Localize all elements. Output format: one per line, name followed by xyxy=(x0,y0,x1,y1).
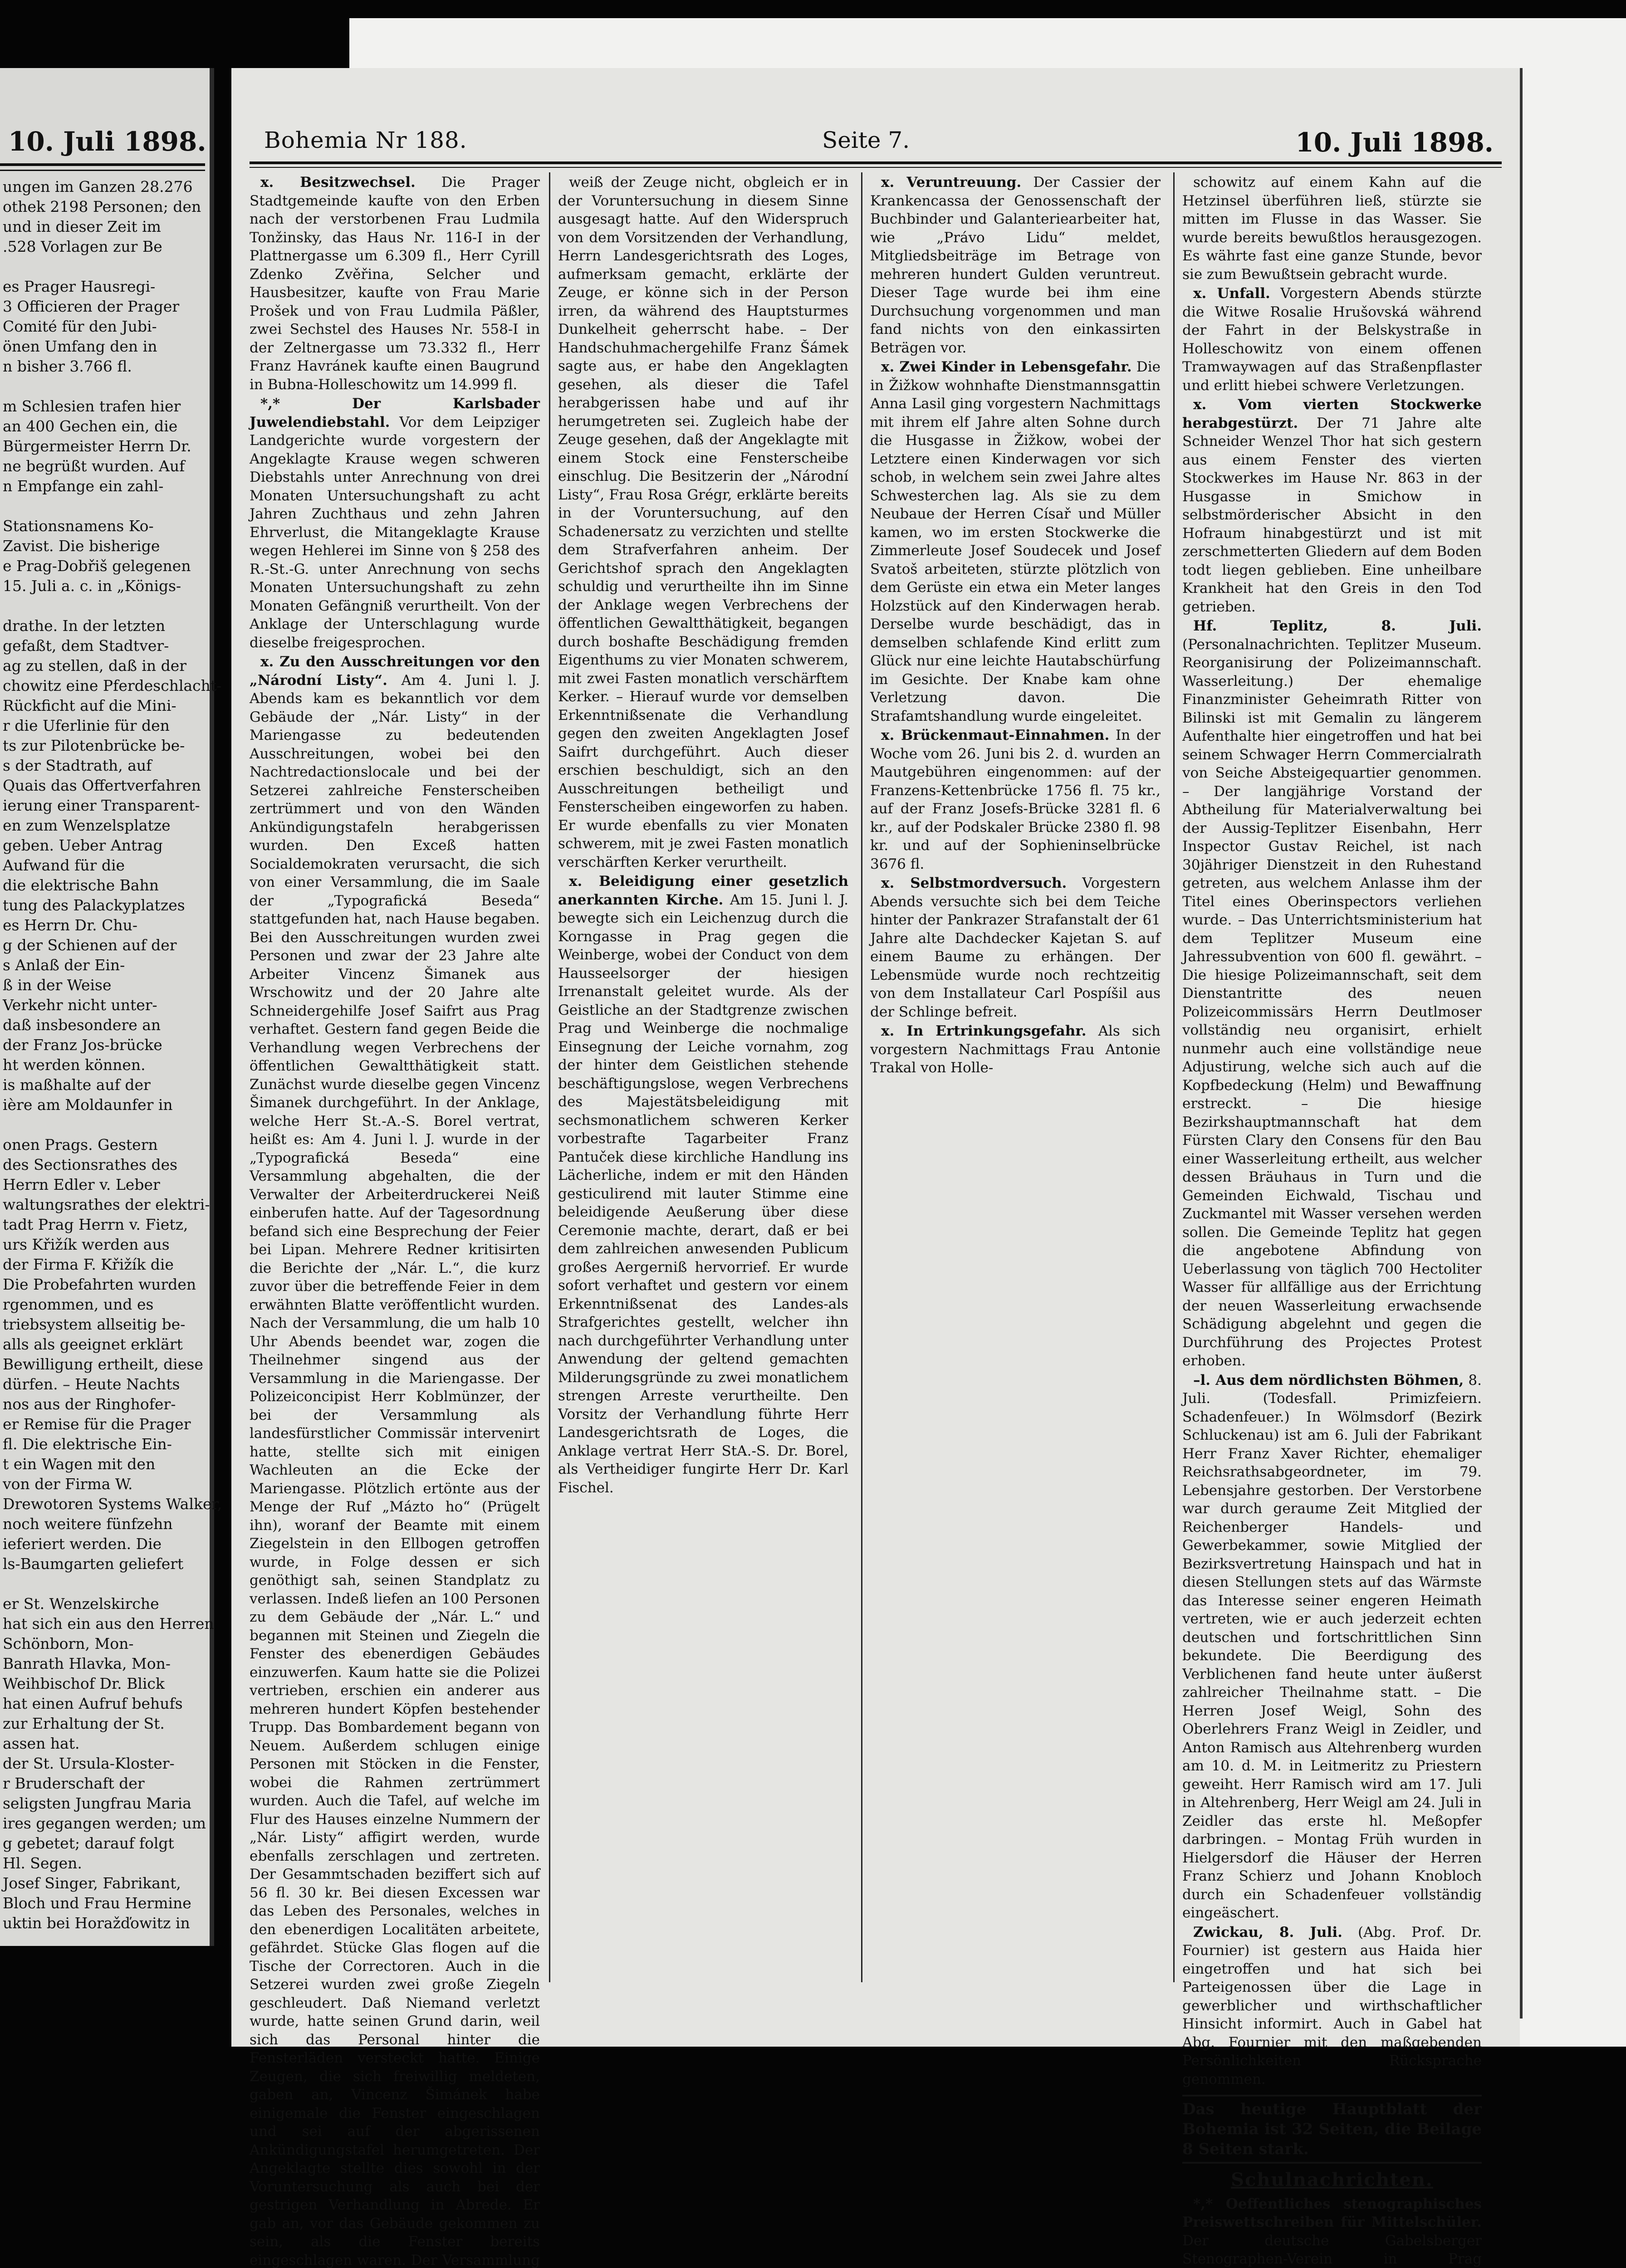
text-line: n bisher 3.766 fl. xyxy=(3,357,202,376)
text-line: tadt Prag Herrn v. Fietz, xyxy=(3,1215,202,1235)
text-line: hat sich ein aus den Herren xyxy=(3,1614,202,1634)
text-line xyxy=(3,376,202,396)
text-line: nos aus der Ringhofer- xyxy=(3,1394,202,1414)
article-paragraph xyxy=(870,726,1161,873)
text-line: onen Prags. Gestern xyxy=(3,1135,202,1155)
text-line: gefaßt, dem Stadtver- xyxy=(3,636,202,656)
text-line: ß in der Weise xyxy=(3,975,202,995)
text-line: ls-Baumgarten geliefert xyxy=(3,1554,202,1574)
text-line: Stationsnamens Ko- xyxy=(3,516,202,536)
text-line: Zavist. Die bisherige xyxy=(3,536,202,556)
previous-page xyxy=(0,68,214,1946)
article-headline: *,* Der Karlsbader Juwelendiebstahl. xyxy=(250,396,540,430)
article-paragraph xyxy=(1182,1371,1482,1922)
text-line: Comité für den Jubi- xyxy=(3,317,202,337)
article-headline: x. Zu den Ausschreitungen vor den „Národní Listy“. xyxy=(250,654,540,689)
article-paragraph xyxy=(870,173,1161,357)
article-paragraph xyxy=(1182,396,1482,616)
page-date: 10. Juli 1898. xyxy=(1295,127,1494,158)
page-number: Seite 7. xyxy=(822,127,910,153)
article-paragraph xyxy=(1182,173,1482,284)
article-text: Der 71 Jahre alte Schneider Wenzel Thor hat sich gestern aus einem Fenster des vierten Stockwerkes im Hause Nr. 863 in der Husgasse in Smichow in selbstmörderischer Absicht in den Hofraum hinabgestürzt und ist mit zerschmetterten Gliedern auf dem Boden todt liegen geblieben. Eine unheilbare Krankheit hat den Greis in den Tod getrieben. xyxy=(1182,415,1482,615)
text-line: Rückficht auf die Mini- xyxy=(3,696,202,716)
text-line: es Herrn Dr. Chu- xyxy=(3,915,202,935)
article-paragraph xyxy=(250,653,540,2268)
text-line: urs Křižík werden aus xyxy=(3,1235,202,1255)
text-line: Herrn Edler v. Leber xyxy=(3,1175,202,1195)
text-line: der St. Ursula-Kloster- xyxy=(3,1754,202,1774)
text-line: er St. Wenzelskirche xyxy=(3,1594,202,1614)
text-line: assen hat. xyxy=(3,1734,202,1754)
article-paragraph xyxy=(1182,2195,1482,2268)
article-text: weiß der Zeuge nicht, obgleich er in der Voruntersuchung in diesem Sinne ausgesagt hatte. Auf den Widerspruch von dem Vorsitzenden der Verhandlung, Herrn Landesgerichtsrath des Loges, aufmerksam gemacht, erklärte der Zeuge, er könne sich in der Person irren, da während des Hauptsturmes Dunkelheit geherrscht habe. – Der Handschuhmachergehilfe Franz Šámek sagte aus, er habe den Angeklagten gesehen, als dieser die Tafel herabgerissen habe und auf ihr herumgetreten sei. Zugleich habe der Zeuge gesehen, daß der Angeklagte mit einem Stock eine Fensterscheibe einschlug. Die Besitzerin der „Národní Listy“, Frau Rosa Grégr, erklärte bereits in der Voruntersuchung, auf den Schadenersatz zu verzichten und stellte dem Strafverfahren anheim. Der Gerichtshof sprach den Angeklagten schuldig und verurtheilte ihn im Sinne der Anklage wegen Verbrechens der öffentlichen Gewaltthätigkeit, begangen durch boshafte Beschädigung fremden Eigenthums zu vier Monaten schwerem, mit zwei Fasten monatlich verschärftem Kerker. – Hierauf wurde vor demselben Erkenntnißsenate die Verhandlung gegen den zweiten Angeklagten Josef Saifrt durchgeführt. Auch dieser erschien beschuldigt, sich an den Ausschreitungen betheiligt und Fensterscheiben eingeworfen zu haben. Er wurde ebenfalls zu vier Monaten schwerem, mit je zwei Fasten monatlich verschärften Kerker verurtheilt. xyxy=(558,174,848,870)
text-line: Schönborn, Mon- xyxy=(3,1634,202,1654)
article-text: (Abg. Prof. Dr. Fournier) ist gestern aus Haida hier eingetroffen und hat sich bei Parteigenossen über die Lage in gewerblicher und wirthschaftlicher Hinsicht informirt. Auch in Gabel hat Abg. Fournier mit den maßgebenden Persönlichkeiten Rücksprache genommen. xyxy=(1182,1924,1482,2087)
text-line: en zum Wenzelsplatze xyxy=(3,816,202,836)
text-line: Die Probefahrten wurden xyxy=(3,1275,202,1295)
article-headline: x. Beleidigung einer gesetzlich anerkannten Kirche. xyxy=(558,873,848,908)
text-line: Banrath Hlavka, Mon- xyxy=(3,1654,202,1674)
article-headline: x. In Ertrinkungsgefahr. xyxy=(881,1023,1087,1039)
text-line: othek 2198 Personen; den xyxy=(3,197,202,217)
article-headline: –l. Aus dem nördlichsten Böhmen, xyxy=(1193,1372,1464,1388)
text-line: drathe. In der letzten xyxy=(3,616,202,636)
newspaper-page xyxy=(231,68,1520,2047)
text-line: dürfen. – Heute Nachts xyxy=(3,1374,202,1394)
text-line: der Franz Jos-brücke xyxy=(3,1035,202,1055)
header-rule-thin xyxy=(250,167,1502,168)
text-line: des Sectionsrathes des xyxy=(3,1155,202,1175)
text-line: s der Stadtrath, auf xyxy=(3,756,202,776)
text-line: ierung einer Transparent- xyxy=(3,796,202,816)
article-paragraph xyxy=(870,358,1161,725)
article-paragraph xyxy=(1182,284,1482,395)
text-line: hat einen Aufruf behufs xyxy=(3,1694,202,1714)
text-line: alls als geeignet erklärt xyxy=(3,1334,202,1354)
article-text: Am 4. Juni l. J. Abends kam es bekanntlich vor dem Gebäude der „Nár. Listy“ in der Mariengasse zu bedeutenden Ausschreitungen, wobei bei den Nachtredactionslocale und bei der Setzerei zahlreiche Fensterscheiben zertrümmert und von den Wänden Ankündigungstafeln herabgerissen wurden. Den Exceß hatten Socialdemokraten verursacht, die sich von einer Versammlung, die im Saale der „Typografická Beseda“ stattgefunden hat, nach Hause begaben. Bei den Ausschreitungen wurden zwei Personen und zwar der 23 Jahre alte Arbeiter Vincenz Šimanek aus Wrschowitz und der 20 Jahre alte Schneidergehilfe Josef Saifrt aus Prag verhaftet. Gestern fand gegen Beide die Verhandlung wegen Verbrechens der öffentlichen Gewaltthätigkeit statt. Zunächst wurde dieselbe gegen Vincenz Šimanek durchgeführt. In der Anklage, welche Herr St.-A.-S. Borel vertrat, heißt es: Am 4. Juni l. J. wurde in der „Typografická Beseda“ eine Versammlung abgehalten, die der Verwalter der Arbeiterdruckerei Neiß einberufen hatte. Auf der Tagesordnung befand sich eine Besprechung der Feier bei Lipan. Mehrere Redner kritisirten die Berichte der „Nár. L.“, die kurz zuvor über die betreffende Feier in dem erwähnten Blatte veröffentlicht wurden. Nach der Versammlung, die um halb 10 Uhr Abends beendet war, zogen die Theilnehmer singend aus der Versammlung in die Mariengasse. Der Polizeiconcipist Herr Koblmünzer, der bei der Versammlung als landesfürstlicher Commissär intervenirt hatte, stellte sich mit einigen Wachleuten an die Ecke der Mariengasse. Plötzlich ertönte aus der Menge der Ruf „Mázto ho“ (Prügelt ihn), woranf der Beamte mit einem Ziegelstein in den Ellbogen getroffen wurde, in Folge dessen er sich genöthigt sah, seinen Standplatz zu verlassen. Indeß liefen an 100 Personen zu dem Gebäude der „Nár. L.“ und begannen mit Steinen und Ziegeln die Fenster des ebenerdigen Gebäudes einzuwerfen. Kaum hatte sie die Polizei vertrieben, erschien ein anderer aus mehreren hundert Köpfen bestehender Trupp. Das Bombardement begann von Neuem. Außerdem schlugen einige Personen mit Stöcken in die Fenster, wobei die Rahmen zertrümmert wurden. Auch die Tafel, auf welche im Flur des Hauses einzelne Nummern der „Nár. Listy“ affigirt werden, wurde ebenfalls zerschlagen und zertreten. Der Gesammtschaden beziffert sich auf 56 fl. 30 kr. Bei diesen Excessen war das Leben des Personales, welches in den ebenerdigen Localitäten arbeitete, gefährdet. Stücke Glas flogen auf die Tische der Correctoren. Auch in die Setzerei wurden zwei große Ziegeln geschleudert. Daß Niemand verletzt wurde, hatte seinen Grund darin, weil sich das Personal hinter die Fensterläden versteckt hatte. Einige Zeugen, die sich freiwillig meldeten, gaben an, Vincenz Šimánek habe einigemale die Fenster eingeschlagen und sei auf der abgerissenen Ankündigungstafel herumgetreten. Der Angeklagte stellte dies sowohl in der Voruntersuchung als auch bei der gestrigen Verhandlung in Abrede. Er gab an, vor das Gebäude gekommen zu sein, als die Fenster bereits eingeschlagen waren. Der Versammlung xyxy=(250,672,540,2268)
article-text: Die Prager Stadtgemeinde kaufte von den Erben nach der verstorbenen Frau Ludmila Tonžinsky, das Haus Nr. 116-I in der Plattnergasse um 6.309 fl., Herr Cyrill Zdenko Zvěřina, Selcher und Hausbesitzer, kaufte von Frau Marie Prošek und von Frau Ludmila Päßler, zwei Sechstel des Hauses Nr. 558-I in der Zeltnergasse um 73.332 fl., Herr Franz Havránek kaufte einen Baugrund in Bubna-Holleschowitz um 14.999 fl. xyxy=(250,174,540,393)
text-line: önen Umfang den in xyxy=(3,337,202,357)
previous-page-text xyxy=(3,177,202,1914)
text-line: waltungsrathes der elektri- xyxy=(3,1195,202,1215)
text-line: 15. Juli a. c. in „Königs- xyxy=(3,576,202,596)
text-line xyxy=(3,1574,202,1594)
masthead-issue: Bohemia Nr 188. xyxy=(264,127,467,153)
text-line: s Anlaß der Ein- xyxy=(3,955,202,975)
text-line: 3 Officieren der Prager xyxy=(3,297,202,317)
article-column-2 xyxy=(558,173,848,1983)
text-line: Josef Singer, Fabrikant, xyxy=(3,1873,202,1893)
text-line: geben. Ueber Antrag xyxy=(3,836,202,855)
article-headline: Zwickau, 8. Juli. xyxy=(1193,1924,1342,1941)
section-title: Schulnachrichten. xyxy=(1182,2171,1482,2190)
column-divider xyxy=(1173,172,1175,1982)
text-line: ht werden können. xyxy=(3,1055,202,1075)
text-line: ieferiert werden. Die xyxy=(3,1534,202,1554)
article-text: Vorgestern Abends stürzte die Witwe Rosalie Hrušovská während der Fahrt in der Belskystraße in Holleschowitz von einem offenen Tramwaywagen auf das Straßenpflaster und erlitt hiebei schwere Verletzungen. xyxy=(1182,285,1482,394)
page-edge-shadow xyxy=(1520,68,1523,2019)
previous-page-date: 10. Juli 1898. xyxy=(8,126,203,157)
text-line: Bewilligung ertheilt, diese xyxy=(3,1354,202,1374)
text-line: es Prager Hausregi- xyxy=(3,277,202,297)
article-text: Die in Žižkow wohnhafte Dienstmannsgattin Anna Lasil ging vorgestern Nachmittags mit ihrem elf Jahre alten Sohne durch die Husgasse in Žižkow, wobei der Letztere einen Kinderwagen vor sich schob, in welchem sein zwei Jahre altes Schwesterchen lag. Als sie zu dem Neubaue der Herren Císař und Müller kamen, wo im ersten Stockwerke die Zimmerleute Josef Soudecek und Josef Svatoš arbeiteten, stürzte plötzlich von dem Gerüste ein etwa ein Meter langes Holzstück auf den Kinderwagen herab. Derselbe wurde beschädigt, das in demselben schlafende Kind erlitt zum Glück nur eine leichte Hautabschürfung im Gesichte. Der Knabe kam ohne Verletzung davon. Die Strafamtshandlung wurde eingeleitet. xyxy=(870,359,1161,724)
text-line: e Prag-Dobřiš gelegenen xyxy=(3,556,202,576)
text-line: tung des Palackyplatzes xyxy=(3,895,202,915)
text-line: daß insbesondere an xyxy=(3,1015,202,1035)
article-headline: *,* Oeffentliches stenographisches Preiswettschreiben für Mittelschüler. xyxy=(1182,2196,1482,2231)
header-rule xyxy=(0,163,205,166)
text-line: is maßhalte auf der xyxy=(3,1075,202,1095)
article-paragraph xyxy=(1182,617,1482,1370)
text-line: triebsystem allseitig be- xyxy=(3,1315,202,1334)
header-rule-thin xyxy=(0,170,205,171)
article-paragraph xyxy=(250,173,540,394)
text-line: und in dieser Zeit im xyxy=(3,217,202,237)
article-headline: x. Zwei Kinder in Lebensgefahr. xyxy=(881,359,1132,375)
text-line: ungen im Ganzen 28.276 xyxy=(3,177,202,197)
text-line: .528 Vorlagen zur Be xyxy=(3,237,202,257)
article-text: Der deutsche Gabelsberger Stenographen-Verein in Prag xyxy=(1182,2233,1482,2268)
article-paragraph xyxy=(870,1022,1161,1077)
article-headline: Hf. Teplitz, 8. Juli. xyxy=(1193,618,1482,634)
text-line: uktin bei Horažďowitz in xyxy=(3,1913,202,1933)
text-line: er Remise für die Prager xyxy=(3,1414,202,1434)
text-line: t ein Wagen mit den xyxy=(3,1454,202,1474)
article-column-3 xyxy=(870,173,1161,1983)
text-line: von der Firma W. xyxy=(3,1474,202,1494)
article-text: Vor dem Leipziger Landgerichte wurde vorgestern der Angeklagte Krause wegen schweren Diebstahls unter Anrechnung von drei Monaten Untersuchungshaft zu acht Jahren Zuchthaus und zehn Jahren Ehrverlust, die Mitangeklagte Krause wegen Hehlerei im Sinne von § 258 des R.-St.-G. unter Anrechnung von sechs Monaten Untersuchungshaft zu zehn Monaten Gefängniß verurtheilt. Von der Anklage der Unterschlagung wurde dieselbe freigesprochen. xyxy=(250,414,540,651)
text-line: g der Schienen auf der xyxy=(3,935,202,955)
text-line: noch weitere fünfzehn xyxy=(3,1514,202,1534)
text-line xyxy=(3,496,202,516)
text-line: an 400 Gechen ein, die xyxy=(3,416,202,436)
article-headline: x. Selbstmordversuch. xyxy=(881,875,1067,891)
text-line: g gebetet; darauf folgt xyxy=(3,1833,202,1853)
article-paragraph xyxy=(250,395,540,652)
article-headline: x. Veruntreuung. xyxy=(881,174,1021,191)
header-rule xyxy=(250,161,1502,164)
text-line: Hl. Segen. xyxy=(3,1853,202,1873)
supplement-notice: Das heutige Hauptblatt der Bohemia ist 32 Seiten, die Beilage 8 Seiten stark. xyxy=(1182,2095,1482,2164)
article-text: In der Woche vom 26. Juni bis 2. d. wurden an Mautgebühren eingenommen: auf der Franzens-Kettenbrücke 1756 fl. 75 kr., auf der Franz Josefs-Brücke 3281 fl. 6 kr., auf der Podskaler Brücke 2380 fl. 98 kr. und auf der Sophieninselbrücke 3676 fl. xyxy=(870,727,1161,872)
page-header xyxy=(264,122,1494,163)
article-text: Am 15. Juni l. J. bewegte sich ein Leichenzug durch die Korngasse in Prag gegen die Weinberge, wobei der Conduct von dem Hausseelsorger der hiesigen Irrenanstalt geleitet wurde. Als der Geistliche an der Stadtgrenze zwischen Prag und Weinberge die nochmalige Einsegnung der Leiche vornahm, zog der hinter dem Geistlichen stehende beschäftigungslose, wegen Verbrechens des Majestätsbeleidigung mit sechsmonatlichem schweren Kerker vorbestrafte Tagarbeiter Franz Pantuček diese kirchliche Handlung ins Lächerliche, indem er mit den Händen gesticulirend mit lauter Stimme eine beleidigende Aeußerung über diese Ceremonie machte, derart, daß er bei dem zahlreichen anwesenden Publicum großes Aergerniß hervorrief. Er wurde sofort verhaftet und gestern vor einem Erkenntnißsenat des Landes-als Strafgerichtes gestellt, welcher ihn nach durchgeführter Verhandlung unter Anwendung der geltend gemachten Milderungsgründe zu zwei monatlichem strengen Arreste verurtheilte. Den Vorsitz der Verhandlung führte Herr Landesgerichtsrath de Loges, die Anklage vertrat Herr StA.-S. Dr. Borel, als Vertheidiger fungirte Herr Dr. Karl Fischel. xyxy=(558,892,848,1496)
article-paragraph xyxy=(558,173,848,871)
article-paragraph xyxy=(870,874,1161,1021)
text-line: zur Erhaltung der St. xyxy=(3,1714,202,1734)
article-paragraph xyxy=(1182,1923,1482,2089)
article-text: Der Cassier der Krankencassa der Genossenschaft der Buchbinder und Galanteriearbeiter hat, wie „Právo Lidu“ meldet, Mitgliedsbeiträge im Betrage von mehreren hundert Gulden veruntreut. Dieser Tage wurde bei ihm eine Durchsuchung vorgenommen und man fand nichts von den einkassirten Beträgen vor. xyxy=(870,174,1161,356)
article-headline: x. Besitzwechsel. xyxy=(260,174,416,191)
text-line: Quais das Offertverfahren xyxy=(3,776,202,796)
article-column-4 xyxy=(1182,173,1482,1983)
text-line: ag zu stellen, daß in der xyxy=(3,656,202,676)
text-line: seligsten Jungfrau Maria xyxy=(3,1794,202,1813)
text-line: ne begrüßt wurden. Auf xyxy=(3,456,202,476)
text-line: fl. Die elektrische Ein- xyxy=(3,1434,202,1454)
article-text: Als sich vorgestern Nachmittags Frau Antonie Trakal von Holle- xyxy=(870,1023,1161,1076)
text-line: chowitz eine Pferdeschlacht- xyxy=(3,676,202,696)
text-line: Bürgermeister Herrn Dr. xyxy=(3,436,202,456)
text-line: ires gegangen werden; um xyxy=(3,1813,202,1833)
article-paragraph xyxy=(558,872,848,1497)
column-divider xyxy=(861,172,862,1982)
text-line: m Schlesien trafen hier xyxy=(3,396,202,416)
article-headline: x. Vom vierten Stockwerke herabgestürzt. xyxy=(1182,396,1482,431)
text-line: r Bruderschaft der xyxy=(3,1774,202,1794)
text-line: Weihbischof Dr. Blick xyxy=(3,1674,202,1694)
text-line: r die Uferlinie für den xyxy=(3,716,202,736)
text-line: Bloch und Frau Hermine xyxy=(3,1893,202,1913)
text-line: n Empfange ein zahl- xyxy=(3,476,202,496)
text-line: Aufwand für die xyxy=(3,855,202,875)
text-line: ts zur Pilotenbrücke be- xyxy=(3,736,202,756)
text-line xyxy=(3,257,202,277)
article-text: 8. Juli. (Todesfall. Primizfeiern. Schadenfeuer.) In Wölmsdorf (Bezirk Schluckenau) ist am 6. Juli der Fabrikant Herr Franz Xaver Richter, ehemaliger Reichsrathsabgeordneter, im 79. Lebensjahre gestorben. Der Verstorbene war durch geraume Zeit Mitglied der Reichenberger Handels- und Gewerbekammer, sowie Mitglied der Bezirksvertretung Hainspach und hat in diesen Stellungen stets auf das Wärmste das Interesse seiner engeren Heimath vertreten, wie er auch jederzeit echten deutschen und fortschrittlichen Sinn bekundete. Die Beerdigung des Verblichenen fand heute unter äußerst zahlreicher Theilnahme statt. – Die Herren Josef Weigl, Sohn des Oberlehrers Franz Weigl in Zeidler, und Anton Ramisch aus Altehrenberg wurden am 10. d. M. in Leitmeritz zu Priestern geweiht. Herr Ramisch wird am 17. Juli in Altehrenberg, Herr Weigl am 24. Juli in Zeidler das erste hl. Meßopfer darbringen. – Montag Früh wurden in Hielgersdorf die Häuser der Herren Franz Schierz und Johann Knobloch durch ein Schadenfeuer vollständig eingeäschert. xyxy=(1182,1372,1482,1921)
text-line: rgenommen, und es xyxy=(3,1295,202,1315)
text-line: Drewotoren Systems Walker, xyxy=(3,1494,202,1514)
text-line xyxy=(3,596,202,616)
text-line: Verkehr nicht unter- xyxy=(3,995,202,1015)
text-line xyxy=(3,1115,202,1135)
article-headline: x. Unfall. xyxy=(1193,285,1270,302)
text-line: ière am Moldaunfer in xyxy=(3,1095,202,1115)
article-headline: x. Brückenmaut-Einnahmen. xyxy=(881,727,1109,743)
article-text: (Personalnachrichten. Teplitzer Museum. Reorganisirung der Polizeimannschaft. Wasserleitung.) Der ehemalige Finanzminister Geheimrath Ritter von Bilinski ist mit Gemalin zu längerem Aufenthalte hier eingetroffen und hat bei seinem Schwager Herrn Commercialrath von Seiche Absteigequartier genommen. – Der langjährige Vorstand der Abtheilung für Materialverwaltung bei der Aussig-Teplitzer Eisenbahn, Herr Inspector Gustav Reichel, ist nach 30jähriger Dienstzeit in den Ruhestand getreten, aus welchem Anlasse ihm der Titel eines Oberinspectors verliehen wurde. – Das Unterrichtsministerium hat dem Teplitzer Museum eine Jahressubvention von 600 fl. gewährt. – Die hiesige Polizeimannschaft, seit dem Dienstantritte des neuen Polizeicommissärs Herrn Deutlmoser vollständig neu organisirt, erhielt nunmehr auch eine vollständige neue Adjustirung, welche sich auch auf die Kopfbedeckung (Helm) und Bewaffnung erstreckt. – Die hiesige Bezirkshauptmannschaft hat dem Fürsten Clary den Consens für den Bau einer Wasserleitung ertheilt, aus welcher dessen Bräuhaus in Turn und die Gemeinden Eichwald, Tischau und Zuckmantel mit Wasser versehen werden sollen. Die Gemeinde Teplitz hat gegen die angebotene Abfindung von Ueberlassung von täglich 700 Hectoliter Wasser für allfällige aus der Errichtung der neuen Wasserleitung erwachsende Schädigung abgelehnt und gegen die Durchführung des Projectes Protest erhoben. xyxy=(1182,636,1482,1369)
text-line: die elektrische Bahn xyxy=(3,875,202,895)
column-divider xyxy=(549,172,550,1982)
article-text: schowitz auf einem Kahn auf die Hetzinsel überführen ließ, stürzte sie mitten im Flusse in das Wasser. Sie wurde bereits bewußtlos herausgezogen. Es währte fast eine ganze Stunde, bevor sie zum Bewußtsein gebracht wurde. xyxy=(1182,174,1482,283)
article-column-1 xyxy=(250,173,540,1983)
article-text: Vorgestern Abends versuchte sich bei dem Teiche hinter der Pankrazer Strafanstalt der 61 Jahre alte Dachdecker Kajetan S. auf einem Baume zu erhängen. Der Lebensmüde wurde noch rechtzeitig von dem Installateur Carl Pospíšil aus der Schlinge befreit. xyxy=(870,875,1161,1020)
text-line: der Firma F. Křižík die xyxy=(3,1255,202,1275)
